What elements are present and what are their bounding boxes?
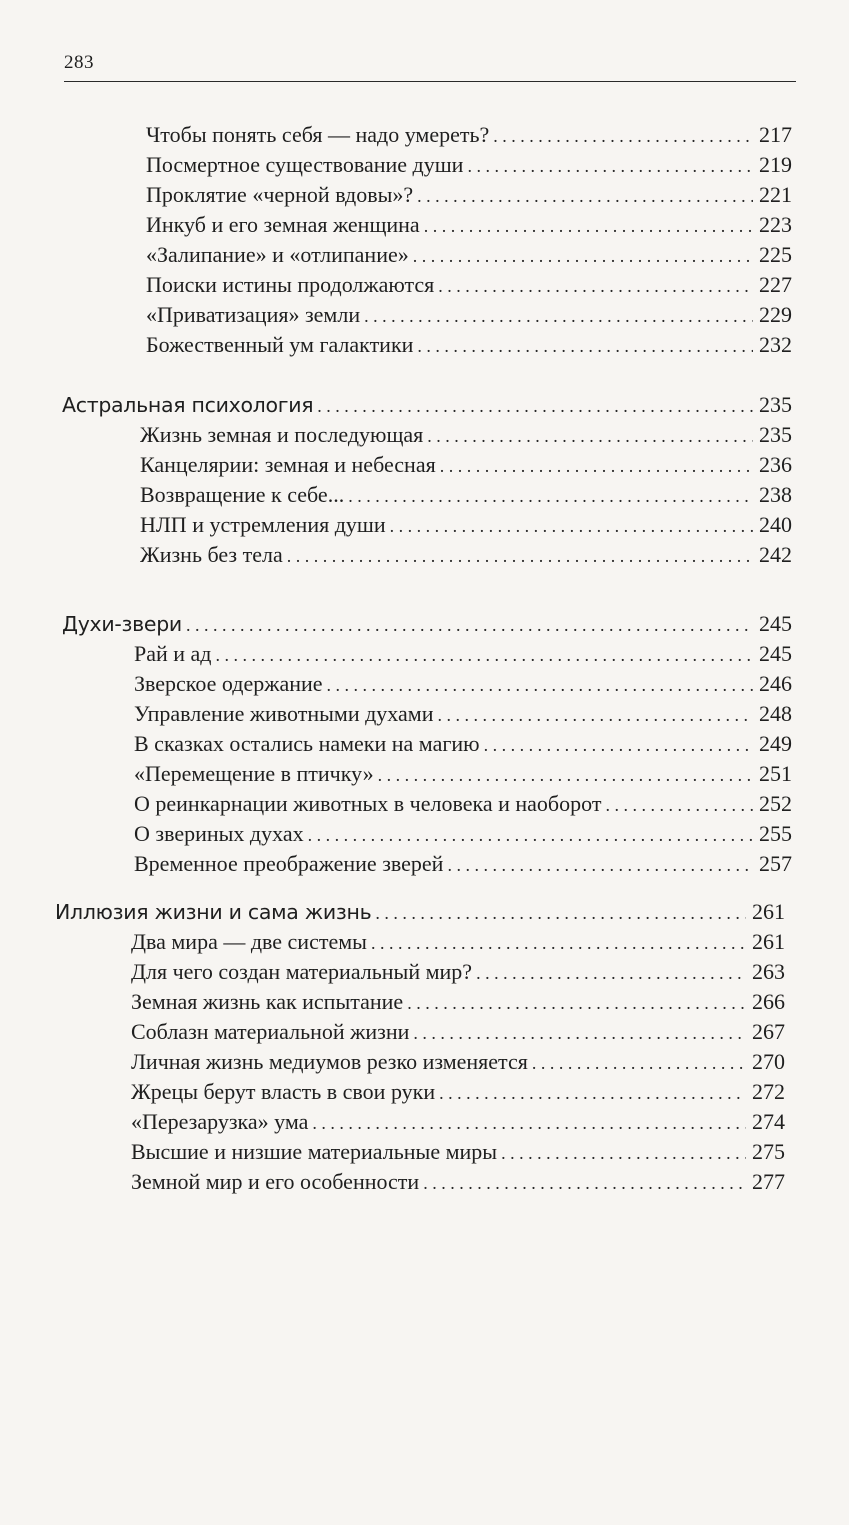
leader-dots [476, 963, 746, 984]
leader-dots [439, 1083, 746, 1104]
toc-entry-title: Инкуб и его земная женщина [146, 212, 420, 237]
toc-entry-page: 275 [752, 1139, 785, 1164]
toc-entry[interactable] [134, 761, 792, 791]
toc-entry-title: Жизнь земная и последующая [140, 422, 424, 447]
leader-dots [407, 993, 746, 1014]
toc-entry-page: 242 [759, 542, 792, 567]
toc-entry[interactable] [134, 641, 792, 671]
toc-section[interactable] [62, 392, 792, 422]
toc-entry[interactable] [140, 542, 792, 572]
toc-entry-page: 219 [759, 152, 792, 177]
toc-entry-page: 263 [752, 959, 785, 984]
leader-dots [378, 765, 753, 786]
toc-entry-page: 221 [759, 182, 792, 207]
toc-entry-page: 267 [752, 1019, 785, 1044]
toc-entry[interactable] [134, 731, 792, 761]
toc-entry-page: 255 [759, 821, 792, 846]
toc-entry-page: 225 [759, 242, 792, 267]
leader-dots [413, 1023, 746, 1044]
leader-dots [427, 426, 753, 447]
toc-entry[interactable] [146, 212, 792, 242]
toc-entry-title: Божественный ум галактики [146, 332, 414, 357]
leader-dots [467, 156, 753, 177]
toc-entry-title: Временное преображение зверей [134, 851, 444, 876]
toc-entry[interactable] [146, 152, 792, 182]
toc-entry-title: «Перемещение в птичку» [134, 761, 374, 786]
toc-entry-title: Жизнь без тела [140, 542, 283, 567]
toc-entry[interactable] [134, 821, 792, 851]
toc-entry-page: 261 [752, 929, 785, 954]
toc-entry[interactable] [134, 791, 792, 821]
toc-entry[interactable] [131, 1079, 785, 1109]
toc-entry-page: 245 [759, 641, 792, 666]
toc-entry-title: «Перезарузка» ума [131, 1109, 309, 1134]
toc-entry-title: Канцелярии: земная и небесная [140, 452, 436, 477]
toc-entry-title: Управление животными духами [134, 701, 434, 726]
toc-entry[interactable] [131, 1109, 785, 1139]
toc-entry-title: Посмертное существование души [146, 152, 464, 177]
toc-entry[interactable] [131, 1019, 785, 1049]
toc-entry-title: Зверское одержание [134, 671, 323, 696]
toc-entry[interactable] [140, 512, 792, 542]
leader-dots [417, 336, 753, 357]
toc-entry-page: 238 [759, 482, 792, 507]
leader-dots [484, 735, 753, 756]
toc-entry-page: 251 [759, 761, 792, 786]
toc-entry-page: 240 [759, 512, 792, 537]
toc-entry-title: Соблазн материальной жизни [131, 1019, 410, 1044]
leader-dots [317, 396, 753, 417]
leader-dots [312, 1113, 746, 1134]
toc-entry-page: 229 [759, 302, 792, 327]
toc-entry-title: НЛП и устремления души [140, 512, 386, 537]
toc-entry[interactable] [131, 1049, 785, 1079]
toc-entry[interactable] [140, 422, 792, 452]
toc-entry-title: Возвращение к себе... [140, 482, 345, 507]
page-number: 283 [64, 52, 94, 73]
toc-entry[interactable] [140, 482, 792, 512]
leader-dots [413, 246, 753, 267]
toc-entry-title: Проклятие «черной вдовы»? [146, 182, 414, 207]
leader-dots [532, 1053, 746, 1074]
toc-entry[interactable] [134, 701, 792, 731]
toc-section-page: 245 [759, 611, 792, 636]
leader-dots [437, 705, 753, 726]
toc-entry-title: В сказках остались намеки на магию [134, 731, 480, 756]
toc-entry[interactable] [146, 332, 792, 362]
toc-entry-page: 236 [759, 452, 792, 477]
toc-entry-title: Земная жизнь как испытание [131, 989, 404, 1014]
toc-section-page: 235 [759, 392, 792, 417]
header-rule [64, 81, 796, 82]
leader-dots [348, 486, 753, 507]
toc-entry-title: О реинкарнации животных в человека и наоборот [134, 791, 602, 816]
toc-entry[interactable] [131, 929, 785, 959]
toc-entry[interactable] [131, 989, 785, 1019]
leader-dots [327, 675, 753, 696]
toc-entry-page: 249 [759, 731, 792, 756]
toc-entry-title: Поиски истины продолжаются [146, 272, 435, 297]
leader-dots [308, 825, 753, 846]
toc-entry[interactable] [146, 242, 792, 272]
toc-entry[interactable] [146, 272, 792, 302]
toc-entry-title: Высшие и низшие материальные миры [131, 1139, 498, 1164]
toc-entry-page: 270 [752, 1049, 785, 1074]
leader-dots [364, 306, 753, 327]
leader-dots [287, 546, 753, 567]
toc-entry-page: 227 [759, 272, 792, 297]
leader-dots [440, 456, 753, 477]
toc-entry-page: 235 [759, 422, 792, 447]
toc-entry-page: 248 [759, 701, 792, 726]
leader-dots [371, 933, 746, 954]
leader-dots [216, 645, 753, 666]
leader-dots [375, 903, 746, 924]
toc-entry-page: 274 [752, 1109, 785, 1134]
toc-entry-title: Жрецы берут власть в свои руки [131, 1079, 436, 1104]
toc-entry-title: «Залипание» и «отлипание» [146, 242, 409, 267]
toc-entry[interactable] [140, 452, 792, 482]
toc-entry-title: «Приватизация» земли [146, 302, 361, 327]
toc-entry[interactable] [134, 671, 792, 701]
toc-entry-title: Земной мир и его особенности [131, 1169, 420, 1194]
toc-entry-title: О звериных духах [134, 821, 304, 846]
toc-entry-page: 266 [752, 989, 785, 1014]
toc-entry[interactable] [134, 851, 792, 881]
toc-entry-title: Личная жизнь медиумов резко изменяется [131, 1049, 528, 1074]
toc-section[interactable] [55, 899, 785, 929]
toc-entry[interactable] [131, 959, 785, 989]
toc-entry-page: 257 [759, 851, 792, 876]
toc-entry-title: Рай и ад [134, 641, 212, 666]
leader-dots [417, 186, 753, 207]
toc-entry-page: 252 [759, 791, 792, 816]
toc-entry-title: Для чего создан материальный мир? [131, 959, 473, 984]
leader-dots [423, 1173, 746, 1194]
leader-dots [493, 126, 753, 147]
toc-entry[interactable] [146, 182, 792, 212]
toc-entry-page: 246 [759, 671, 792, 696]
toc-entry-page: 277 [752, 1169, 785, 1194]
toc-section[interactable] [62, 611, 792, 641]
toc-entry[interactable] [131, 1169, 785, 1199]
toc-entry[interactable] [146, 302, 792, 332]
toc-entry[interactable] [146, 122, 792, 152]
toc-entry-page: 272 [752, 1079, 785, 1104]
toc-section-page: 261 [752, 899, 785, 924]
toc-section-title: Астральная психология [62, 393, 314, 417]
leader-dots [390, 516, 753, 537]
toc-entry-title: Два мира — две системы [131, 929, 367, 954]
toc-section-title: Духи-звери [62, 612, 182, 636]
leader-dots [438, 276, 753, 297]
toc-entry-page: 232 [759, 332, 792, 357]
toc-section-title: Иллюзия жизни и сама жизнь [55, 900, 372, 924]
leader-dots [424, 216, 753, 237]
toc-entry-page: 223 [759, 212, 792, 237]
toc-entry[interactable] [131, 1139, 785, 1169]
toc-entry-title: Чтобы понять себя — надо умереть? [146, 122, 490, 147]
leader-dots [605, 795, 753, 816]
leader-dots [447, 855, 753, 876]
leader-dots [501, 1143, 746, 1164]
leader-dots [186, 615, 753, 636]
toc-entry-page: 217 [759, 122, 792, 147]
